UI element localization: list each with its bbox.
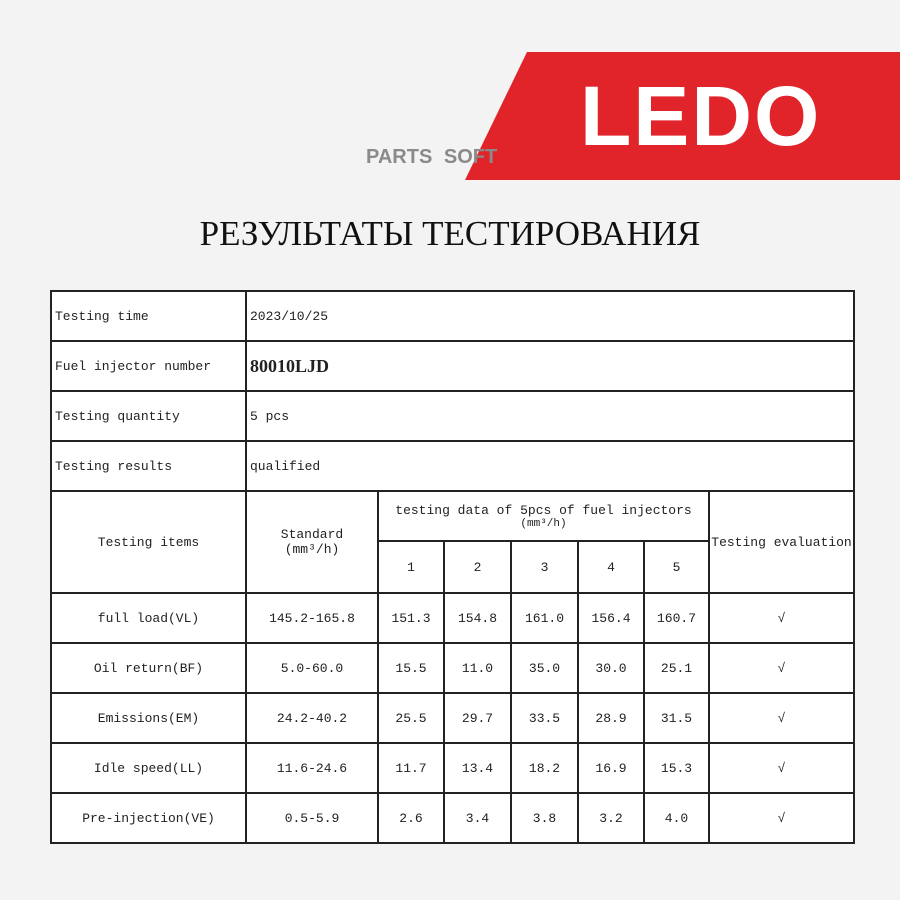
row-item: Idle speed(LL) <box>51 743 246 793</box>
row-value: 33.5 <box>511 693 578 743</box>
info-value: 5 pcs <box>246 391 854 441</box>
row-value: 15.5 <box>378 643 444 693</box>
watermark: PARTS SOFT <box>366 146 498 168</box>
row-item: Oil return(BF) <box>51 643 246 693</box>
row-value: 30.0 <box>578 643 644 693</box>
header-evaluation: Testing evaluation <box>709 491 854 593</box>
check-mark: √ <box>709 643 854 693</box>
row-value: 31.5 <box>644 693 709 743</box>
header-items: Testing items <box>51 491 246 593</box>
info-row <box>51 341 854 391</box>
standard-label: Standard <box>280 527 344 542</box>
info-label: Testing time <box>51 291 246 341</box>
row-standard: 5.0-60.0 <box>246 643 378 693</box>
results-table <box>50 290 855 844</box>
row-value: 11.7 <box>378 743 444 793</box>
check-mark: √ <box>709 743 854 793</box>
info-row <box>51 441 854 491</box>
row-value: 160.7 <box>644 593 709 643</box>
data-label: testing data of 5pcs of fuel injectors <box>395 502 692 518</box>
row-value: 16.9 <box>578 743 644 793</box>
row-standard: 24.2-40.2 <box>246 693 378 743</box>
row-value: 3.8 <box>511 793 578 843</box>
row-value: 25.5 <box>378 693 444 743</box>
table-row <box>51 593 854 643</box>
row-value: 3.4 <box>444 793 511 843</box>
info-value: qualified <box>246 441 854 491</box>
check-mark: √ <box>709 593 854 643</box>
col-4: 4 <box>578 541 644 593</box>
row-value: 161.0 <box>511 593 578 643</box>
header-standard <box>246 491 378 593</box>
page-title: РЕЗУЛЬТАТЫ ТЕСТИРОВАНИЯ <box>199 214 701 253</box>
info-label: Testing quantity <box>51 391 246 441</box>
standard-unit: (mm³/h) <box>284 542 340 557</box>
row-item: Pre-injection(VE) <box>51 793 246 843</box>
info-row <box>51 291 854 341</box>
row-item: full load(VL) <box>51 593 246 643</box>
info-value: 2023/10/25 <box>246 291 854 341</box>
info-row <box>51 391 854 441</box>
row-value: 11.0 <box>444 643 511 693</box>
row-value: 156.4 <box>578 593 644 643</box>
row-value: 18.2 <box>511 743 578 793</box>
check-mark: √ <box>709 693 854 743</box>
col-1: 1 <box>378 541 444 593</box>
row-value: 35.0 <box>511 643 578 693</box>
table-row <box>51 743 854 793</box>
col-2: 2 <box>444 541 511 593</box>
row-value: 151.3 <box>378 593 444 643</box>
row-value: 15.3 <box>644 743 709 793</box>
header-row <box>51 491 854 541</box>
col-5: 5 <box>644 541 709 593</box>
row-standard: 145.2-165.8 <box>246 593 378 643</box>
row-value: 25.1 <box>644 643 709 693</box>
row-value: 3.2 <box>578 793 644 843</box>
row-value: 154.8 <box>444 593 511 643</box>
row-value: 13.4 <box>444 743 511 793</box>
row-value: 28.9 <box>578 693 644 743</box>
data-unit: (mm³/h) <box>520 517 567 530</box>
row-value: 4.0 <box>644 793 709 843</box>
row-standard: 11.6-24.6 <box>246 743 378 793</box>
table-row <box>51 693 854 743</box>
table-row <box>51 643 854 693</box>
row-value: 29.7 <box>444 693 511 743</box>
info-label: Fuel injector number <box>51 341 246 391</box>
row-item: Emissions(EM) <box>51 693 246 743</box>
header-data <box>378 491 709 541</box>
row-value: 2.6 <box>378 793 444 843</box>
row-standard: 0.5-5.9 <box>246 793 378 843</box>
check-mark: √ <box>709 793 854 843</box>
table-row <box>51 793 854 843</box>
injector-number: 80010LJD <box>246 341 854 391</box>
info-label: Testing results <box>51 441 246 491</box>
col-3: 3 <box>511 541 578 593</box>
ledo-logo: LEDO <box>580 69 822 163</box>
